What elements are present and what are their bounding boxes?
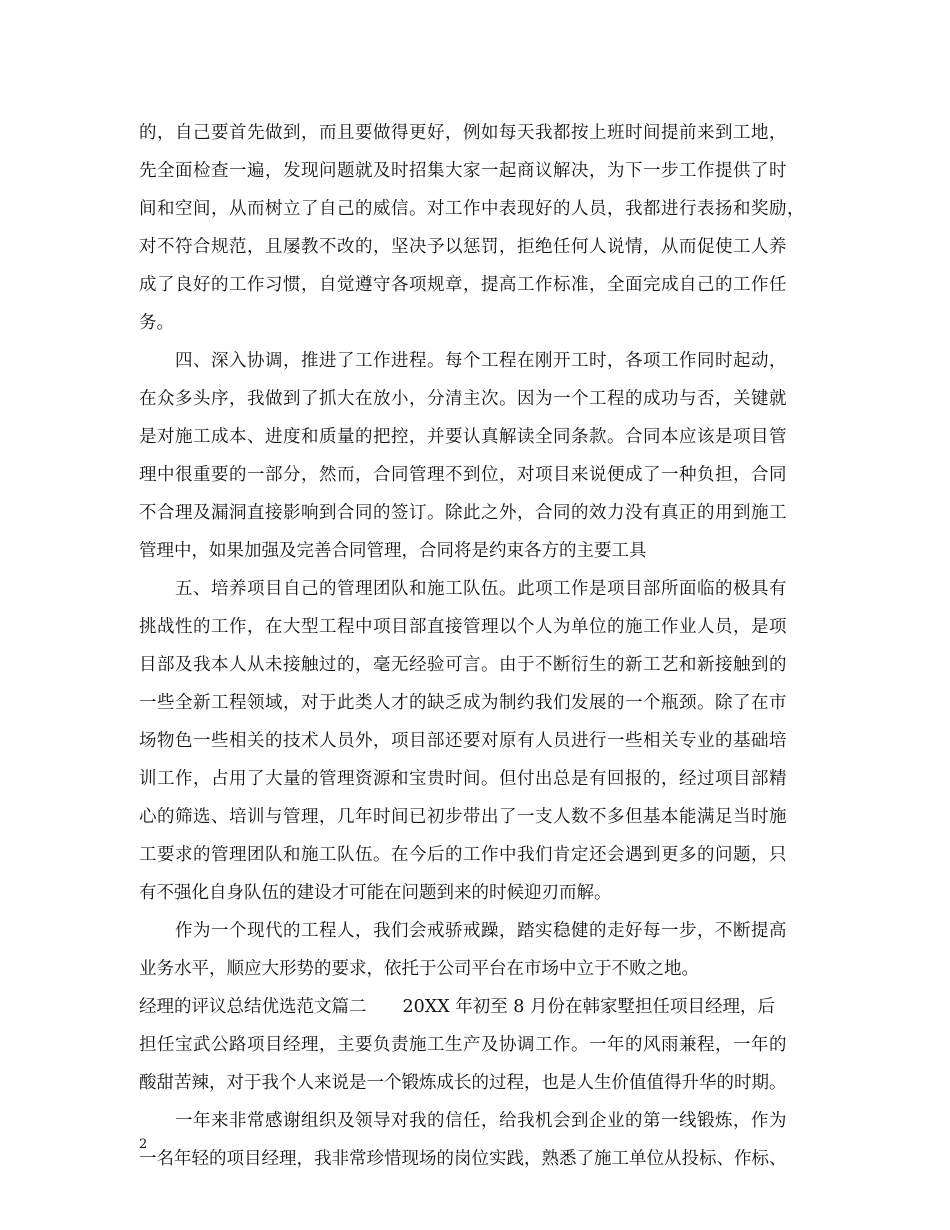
- text-line: 间和空间，从而树立了自己的威信。对工作中表现好的人员，我都进行表扬和奖励，: [139, 199, 805, 219]
- text-line: 一年来非常感谢组织及领导对我的信任，给我机会到企业的第一线锻炼，作为: [175, 1111, 787, 1131]
- text-line: 训工作，占用了大量的管理资源和宝贵时间。但付出总是有回报的，经过项目部精: [139, 769, 787, 789]
- text-line: 场物色一些相关的技术人员外，项目部还要对原有人员进行一些相关专业的基础培: [139, 731, 787, 751]
- text-line: 作为一个现代的工程人，我们会戒骄戒躁，踏实稳健的走好每一步，不断提高: [175, 921, 787, 941]
- text-line: 管理中，如果加强及完善合同管理，合同将是约束各方的主要工具: [139, 541, 647, 561]
- text-line: 务。: [139, 313, 174, 333]
- text-line: 20XX 年初至 8 月份在韩家墅担任项目经理，后: [402, 997, 776, 1017]
- section-heading: 经理的评议总结优选范文篇二: [139, 997, 367, 1017]
- text-line: 担任宝武公路项目经理，主要负责施工生产及协调工作。一年的风雨兼程，一年的: [139, 1035, 787, 1055]
- text-line: 有不强化自身队伍的建设才可能在问题到来的时候迎刃而解。: [139, 883, 612, 903]
- text-line: 目部及我本人从未接触过的，毫无经验可言。由于不断衍生的新工艺和新接触到的: [139, 655, 787, 675]
- text-line: 成了良好的工作习惯，自觉遵守各项规章，提高工作标准，全面完成自己的工作任: [139, 275, 787, 295]
- text-line: 的，自己要首先做到，而且要做得更好，例如每天我都按上班时间提前来到工地，: [139, 123, 787, 143]
- text-line: 一些全新工程领域，对于此类人才的缺乏成为制约我们发展的一个瓶颈。除了在市: [139, 693, 787, 713]
- page-number: 2: [139, 1137, 148, 1152]
- text-line: 先全面检查一遍，发现问题就及时招集大家一起商议解决，为下一步工作提供了时: [139, 161, 787, 181]
- text-line: 四、深入协调，推进了工作进程。每个工程在刚开工时，各项工作同时起动，: [175, 351, 787, 371]
- body-text: [139, 114, 824, 1178]
- text-line: 业务水平，顺应大形势的要求，依托于公司平台在市场中立于不败之地。: [139, 959, 699, 979]
- text-line: 酸甜苦辣，对于我个人来说是一个锻炼成长的过程，也是人生价值值得升华的时期。: [139, 1073, 787, 1093]
- text-line: 心的筛选、培训与管理，几年时间已初步带出了一支人数不多但基本能满足当时施: [139, 807, 787, 827]
- text-line: 对不符合规范，且屡教不改的，坚决予以惩罚，拒绝任何人说情，从而促使工人养: [139, 237, 787, 257]
- text-line: 挑战性的工作，在大型工程中项目部直接管理以个人为单位的施工作业人员，是项: [139, 617, 787, 637]
- text-line: 是对施工成本、进度和质量的把控，并要认真解读全同条款。合同本应该是项目管: [139, 427, 787, 447]
- text-line: 不合理及漏洞直接影响到合同的签订。除此之外，合同的效力没有真正的用到施工: [139, 503, 787, 523]
- text-line: 五、培养项目自己的管理团队和施工队伍。此项工作是项目部所面临的极具有: [175, 579, 787, 599]
- heading-line: [139, 988, 824, 1026]
- text-line: 在众多头序，我做到了抓大在放小，分清主次。因为一个工程的成功与否，关键就: [139, 389, 787, 409]
- text-line: 一名年轻的项目经理，我非常珍惜现场的岗位实践，熟悉了施工单位从投标、作标、: [139, 1149, 787, 1169]
- text-line: 理中很重要的一部分，然而，合同管理不到位，对项目来说便成了一种负担，合同: [139, 465, 787, 485]
- text-line: 工要求的管理团队和施工队伍。在今后的工作中我们肯定还会遇到更多的问题，只: [139, 845, 787, 865]
